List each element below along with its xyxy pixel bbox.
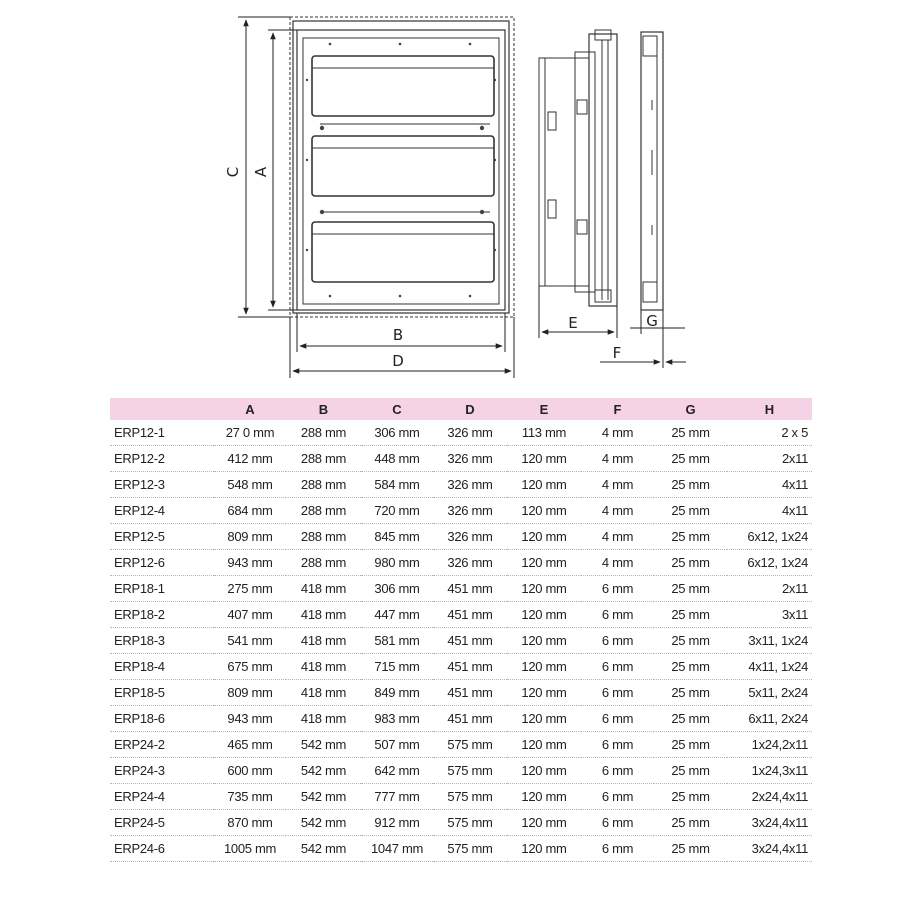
value-cell: 6x11, 2x24 [727,706,812,732]
door-frame [297,30,505,310]
value-cell: 120 mm [507,654,581,680]
value-cell: 326 mm [433,472,507,498]
table-header-row [110,398,812,420]
value-cell: 288 mm [286,420,361,446]
header-cell: B [286,398,361,420]
table-row [110,706,812,732]
model-cell: ERP24-3 [110,758,214,784]
value-cell: 407 mm [214,602,286,628]
value-cell: 600 mm [214,758,286,784]
label-b: B [392,326,404,344]
outer-frame-dashed [290,17,514,317]
value-cell: 845 mm [361,524,433,550]
value-cell: 25 mm [654,576,727,602]
table-row [110,628,812,654]
table-row [110,524,812,550]
door-side-view [641,32,663,310]
value-cell: 3x24,4x11 [727,810,812,836]
label-d: D [392,352,404,370]
value-cell: 25 mm [654,472,727,498]
header-cell: E [507,398,581,420]
value-cell: 418 mm [286,680,361,706]
label-g: G [646,312,658,330]
table-row [110,498,812,524]
value-cell: 2 x 5 [727,420,812,446]
value-cell: 5x11, 2x24 [727,680,812,706]
value-cell: 412 mm [214,446,286,472]
value-cell: 25 mm [654,446,727,472]
value-cell: 120 mm [507,836,581,862]
value-cell: 418 mm [286,602,361,628]
table-row [110,836,812,862]
value-cell: 120 mm [507,732,581,758]
value-cell: 6 mm [581,654,654,680]
value-cell: 25 mm [654,550,727,576]
value-cell: 943 mm [214,550,286,576]
outer-frame [293,21,509,313]
value-cell: 120 mm [507,784,581,810]
value-cell: 120 mm [507,810,581,836]
header-cell: G [654,398,727,420]
value-cell: 306 mm [361,576,433,602]
rail-1 [312,56,494,116]
value-cell: 451 mm [433,706,507,732]
header-cell: F [581,398,654,420]
table-row [110,654,812,680]
value-cell: 120 mm [507,602,581,628]
model-cell: ERP18-6 [110,706,214,732]
value-cell: 25 mm [654,680,727,706]
value-cell: 4x11, 1x24 [727,654,812,680]
value-cell: 542 mm [286,758,361,784]
value-cell: 6 mm [581,576,654,602]
value-cell: 4x11 [727,498,812,524]
value-cell: 943 mm [214,706,286,732]
value-cell: 288 mm [286,472,361,498]
table-row [110,758,812,784]
value-cell: 25 mm [654,732,727,758]
table-row [110,810,812,836]
box-body [539,58,589,286]
value-cell: 25 mm [654,628,727,654]
rail-3 [312,222,494,282]
value-cell: 451 mm [433,628,507,654]
value-cell: 448 mm [361,446,433,472]
value-cell: 581 mm [361,628,433,654]
value-cell: 25 mm [654,706,727,732]
value-cell: 912 mm [361,810,433,836]
header-cell: A [214,398,286,420]
value-cell: 120 mm [507,472,581,498]
value-cell: 575 mm [433,758,507,784]
value-cell: 575 mm [433,810,507,836]
value-cell: 575 mm [433,732,507,758]
value-cell: 777 mm [361,784,433,810]
value-cell: 4 mm [581,446,654,472]
value-cell: 980 mm [361,550,433,576]
table-row [110,550,812,576]
value-cell: 548 mm [214,472,286,498]
value-cell: 120 mm [507,524,581,550]
header-cell: H [727,398,812,420]
value-cell: 418 mm [286,654,361,680]
value-cell: 1005 mm [214,836,286,862]
dimension-drawing [0,0,900,385]
value-cell: 1047 mm [361,836,433,862]
value-cell: 113 mm [507,420,581,446]
value-cell: 575 mm [433,836,507,862]
value-cell: 507 mm [361,732,433,758]
value-cell: 1x24,3x11 [727,758,812,784]
table-row [110,420,812,446]
value-cell: 326 mm [433,550,507,576]
value-cell: 1x24,2x11 [727,732,812,758]
model-cell: ERP12-4 [110,498,214,524]
model-cell: ERP18-5 [110,680,214,706]
model-cell: ERP18-3 [110,628,214,654]
value-cell: 25 mm [654,420,727,446]
value-cell: 6 mm [581,836,654,862]
value-cell: 809 mm [214,680,286,706]
value-cell: 120 mm [507,498,581,524]
front-view [290,17,514,317]
value-cell: 120 mm [507,758,581,784]
value-cell: 447 mm [361,602,433,628]
value-cell: 120 mm [507,628,581,654]
front-view-holes [306,43,496,298]
dimensions-table [110,398,812,862]
value-cell: 870 mm [214,810,286,836]
model-cell: ERP18-1 [110,576,214,602]
value-cell: 451 mm [433,576,507,602]
value-cell: 326 mm [433,524,507,550]
value-cell: 6 mm [581,732,654,758]
table-row [110,732,812,758]
model-cell: ERP12-1 [110,420,214,446]
value-cell: 306 mm [361,420,433,446]
value-cell: 735 mm [214,784,286,810]
value-cell: 275 mm [214,576,286,602]
table-row [110,576,812,602]
label-f: F [612,344,622,362]
value-cell: 4 mm [581,498,654,524]
value-cell: 288 mm [286,446,361,472]
value-cell: 642 mm [361,758,433,784]
value-cell: 983 mm [361,706,433,732]
value-cell: 418 mm [286,576,361,602]
value-cell: 25 mm [654,498,727,524]
table-row [110,784,812,810]
value-cell: 120 mm [507,576,581,602]
value-cell: 2x24,4x11 [727,784,812,810]
value-cell: 326 mm [433,420,507,446]
inner-frame [303,38,499,304]
value-cell: 288 mm [286,524,361,550]
table-row [110,602,812,628]
value-cell: 25 mm [654,784,727,810]
model-cell: ERP24-2 [110,732,214,758]
value-cell: 720 mm [361,498,433,524]
value-cell: 25 mm [654,836,727,862]
value-cell: 27 0 mm [214,420,286,446]
value-cell: 25 mm [654,810,727,836]
label-c: C [224,166,242,178]
value-cell: 2x11 [727,446,812,472]
model-cell: ERP24-5 [110,810,214,836]
value-cell: 6 mm [581,706,654,732]
value-cell: 288 mm [286,550,361,576]
model-cell: ERP12-5 [110,524,214,550]
model-cell: ERP24-6 [110,836,214,862]
value-cell: 451 mm [433,602,507,628]
value-cell: 6 mm [581,784,654,810]
value-cell: 120 mm [507,550,581,576]
value-cell: 120 mm [507,446,581,472]
value-cell: 2x11 [727,576,812,602]
value-cell: 25 mm [654,758,727,784]
value-cell: 6x12, 1x24 [727,550,812,576]
value-cell: 4 mm [581,550,654,576]
dimension-e [539,286,617,338]
value-cell: 326 mm [433,498,507,524]
value-cell: 25 mm [654,602,727,628]
model-cell: ERP18-2 [110,602,214,628]
value-cell: 451 mm [433,654,507,680]
value-cell: 584 mm [361,472,433,498]
value-cell: 6 mm [581,758,654,784]
table-body [110,420,812,862]
value-cell: 4 mm [581,420,654,446]
value-cell: 541 mm [214,628,286,654]
value-cell: 6 mm [581,628,654,654]
header-cell: D [433,398,507,420]
value-cell: 120 mm [507,680,581,706]
value-cell: 25 mm [654,654,727,680]
label-a: A [252,166,270,178]
value-cell: 418 mm [286,706,361,732]
value-cell: 6 mm [581,680,654,706]
value-cell: 542 mm [286,732,361,758]
value-cell: 3x11 [727,602,812,628]
model-cell: ERP12-3 [110,472,214,498]
table-row [110,680,812,706]
value-cell: 675 mm [214,654,286,680]
value-cell: 575 mm [433,784,507,810]
table-row [110,446,812,472]
header-cell [110,398,214,420]
value-cell: 465 mm [214,732,286,758]
value-cell: 4 mm [581,472,654,498]
value-cell: 809 mm [214,524,286,550]
value-cell: 120 mm [507,706,581,732]
model-cell: ERP18-4 [110,654,214,680]
value-cell: 542 mm [286,836,361,862]
value-cell: 542 mm [286,810,361,836]
side-view [539,30,617,306]
model-cell: ERP12-2 [110,446,214,472]
value-cell: 418 mm [286,628,361,654]
value-cell: 542 mm [286,784,361,810]
value-cell: 6 mm [581,810,654,836]
value-cell: 451 mm [433,680,507,706]
value-cell: 326 mm [433,446,507,472]
value-cell: 288 mm [286,498,361,524]
value-cell: 684 mm [214,498,286,524]
label-e: E [568,314,578,332]
value-cell: 849 mm [361,680,433,706]
value-cell: 6x12, 1x24 [727,524,812,550]
model-cell: ERP12-6 [110,550,214,576]
model-cell: ERP24-4 [110,784,214,810]
table-row [110,472,812,498]
value-cell: 4x11 [727,472,812,498]
value-cell: 4 mm [581,524,654,550]
value-cell: 715 mm [361,654,433,680]
header-cell: C [361,398,433,420]
value-cell: 6 mm [581,602,654,628]
value-cell: 25 mm [654,524,727,550]
value-cell: 3x11, 1x24 [727,628,812,654]
value-cell: 3x24,4x11 [727,836,812,862]
rail-2 [312,136,494,196]
